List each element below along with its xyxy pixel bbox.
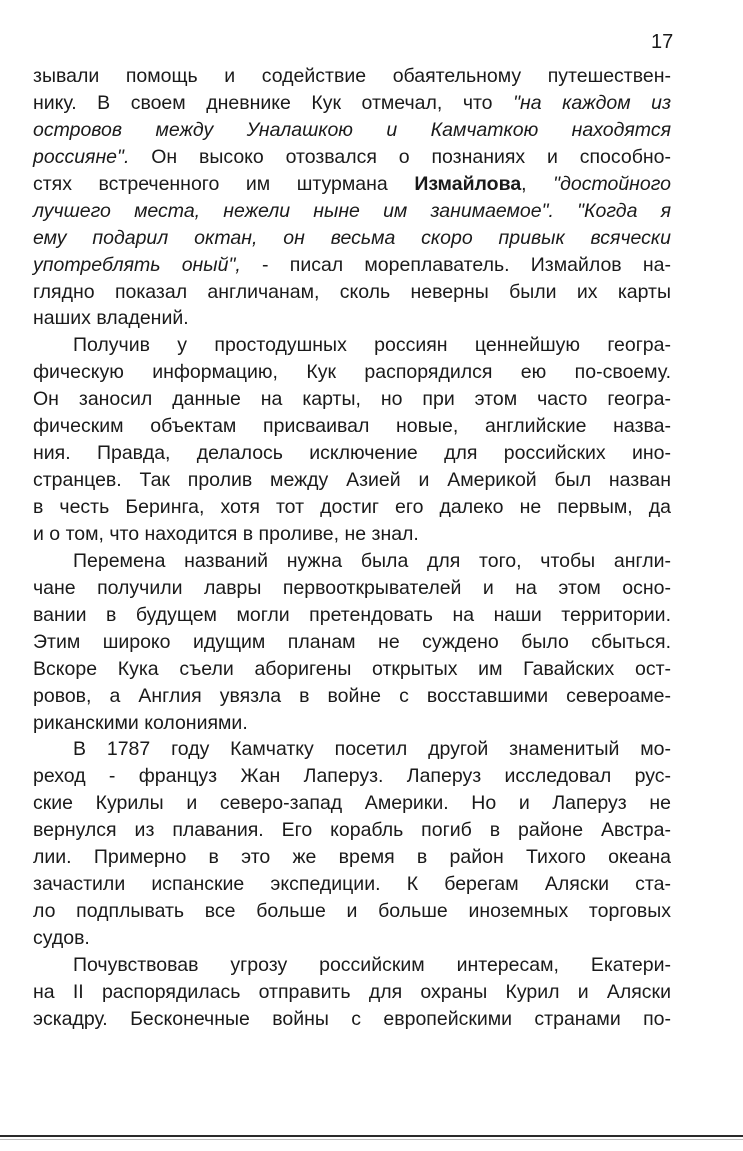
text-line — [33, 117, 671, 144]
text-line — [33, 710, 671, 737]
page-number: 17 — [651, 31, 674, 53]
text-segment: россияне". — [33, 145, 130, 168]
text-segment: и о том, что находится в проливе, не знал. — [33, 522, 419, 545]
text-segment: ровов, а Англия увязла в войне с восставшими североаме- — [33, 684, 671, 707]
text-line — [33, 144, 671, 171]
text-line — [33, 602, 671, 629]
text-line — [33, 575, 671, 602]
text-segment: реход - француз Жан Лаперуз. Лаперуз исследовал рус- — [33, 765, 671, 788]
text-line — [33, 332, 671, 359]
text-segment: употреблять оный", — [33, 253, 241, 276]
text-segment: риканскими колониями. — [33, 711, 248, 734]
text-line — [33, 817, 671, 844]
text-line — [33, 979, 671, 1006]
text-line — [33, 279, 671, 306]
text-line — [33, 386, 671, 413]
text-line — [33, 225, 671, 252]
text-segment: чане получили лавры первооткрывателей и на этом осно- — [33, 576, 671, 599]
text-line — [33, 90, 671, 117]
text-segment: - писал мореплаватель. Измайлов на- — [240, 253, 671, 276]
text-segment: Он высоко отозвался о познаниях и способно- — [129, 145, 671, 168]
text-line — [33, 548, 671, 575]
text-segment: Получив у простодушных россиян ценнейшую геогра- — [73, 334, 671, 357]
bottom-rule — [0, 1135, 743, 1137]
text-line — [33, 763, 671, 790]
text-line — [33, 171, 671, 198]
text-line — [33, 656, 671, 683]
text-segment: Перемена названий нужна была для того, чтобы англи- — [73, 549, 671, 572]
text-line — [33, 63, 671, 90]
text-line — [33, 1006, 671, 1033]
text-segment: эскадру. Бесконечные войны с европейскими странами по- — [33, 1007, 671, 1030]
text-segment: , — [521, 172, 554, 195]
bottom-rule-shadow — [0, 1139, 743, 1140]
text-line — [33, 629, 671, 656]
text-segment: глядно показал англичанам, сколь неверны были их карты — [33, 280, 671, 303]
text-segment: ские Курилы и северо-запад Америки. Но и Лаперуз не — [33, 792, 671, 815]
text-segment: В 1787 году Камчатку посетил другой знаменитый мо- — [73, 738, 671, 761]
text-segment: ло подплывать все больше и больше иноземных торговых — [33, 900, 671, 923]
text-line — [33, 844, 671, 871]
text-segment: Измайлова — [414, 172, 522, 195]
text-segment: вании в будущем могли претендовать на наши территории. — [33, 603, 671, 626]
text-segment: стях встреченного им штурмана — [33, 172, 415, 195]
text-line — [33, 198, 671, 225]
text-line — [33, 925, 671, 952]
text-line — [33, 305, 671, 332]
text-segment: зачастили испанские экспедиции. К берегам Аляски ста- — [33, 873, 671, 896]
text-line — [33, 871, 671, 898]
text-line — [33, 413, 671, 440]
text-segment: в честь Беринга, хотя тот достиг его далеко не первым, да — [33, 496, 671, 518]
text-segment: лучшего места, нежели ныне им занимаемое". "Когда я — [33, 199, 671, 222]
text-segment: нику. В своем дневнике Кук отмечал, что — [33, 91, 514, 114]
text-line — [33, 467, 671, 494]
text-segment: на II распорядилась отправить для охраны Курил и Аляски — [33, 980, 671, 1003]
text-line — [33, 521, 671, 548]
text-line — [33, 494, 671, 521]
text-segment: наших владений. — [33, 307, 189, 330]
body-text — [33, 63, 671, 1033]
text-segment: странцев. Так пролив между Азией и Америкой был назван — [33, 469, 671, 492]
text-segment: ему подарил октан, он весьма скоро привык всячески — [33, 226, 671, 249]
text-line — [33, 359, 671, 386]
text-segment: судов. — [33, 927, 90, 949]
text-segment: Вскоре Кука съели аборигены открытых им Гавайских ост- — [33, 657, 671, 680]
text-segment: Почувствовав угрозу российским интересам, Екатери- — [73, 953, 671, 976]
text-segment: Он заносил данные на карты, но при этом часто геогра- — [33, 388, 671, 411]
text-segment: ния. Правда, делалось исключение для российских ино- — [33, 442, 671, 465]
text-segment: Этим широко идущим планам не суждено было сбыться. — [33, 630, 671, 653]
text-segment: "на каждом из — [513, 91, 672, 114]
text-segment: островов между Уналашкою и Камчаткою находятся — [33, 118, 671, 141]
text-line — [33, 440, 671, 467]
text-line — [33, 252, 671, 279]
text-line — [33, 683, 671, 710]
text-line — [33, 952, 671, 979]
text-segment: зывали помощь и содействие обаятельному путешествен- — [33, 65, 671, 87]
text-segment: фическим объектам присваивал новые, английские назва- — [33, 415, 671, 438]
text-line — [33, 790, 671, 817]
text-segment: фическую информацию, Кук распорядился ею по-своему. — [33, 361, 671, 384]
text-segment: вернулся из плавания. Его корабль погиб в районе Австра- — [33, 819, 671, 842]
text-line — [33, 736, 671, 763]
text-line — [33, 898, 671, 925]
text-segment: лии. Примерно в это же время в район Тихого океана — [33, 846, 671, 869]
text-segment: "достойного — [553, 172, 671, 195]
